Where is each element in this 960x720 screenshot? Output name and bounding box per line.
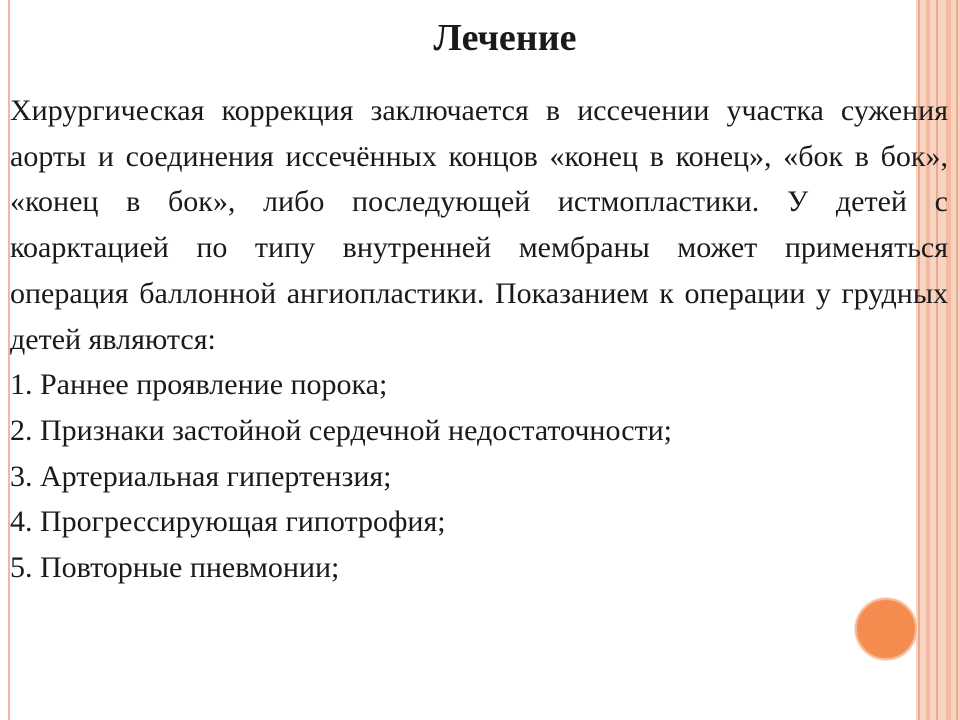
list-item: 1. Раннее проявление порока; — [10, 368, 388, 402]
slide-body — [10, 88, 948, 591]
list-item: 5. Повторные пневмонии; — [10, 551, 340, 585]
indications-list — [10, 362, 948, 591]
list-item: 4. Прогрессирующая гипотрофия; — [10, 505, 446, 539]
main-paragraph: Хирургическая коррекция заключается в иссечении участка сужения аорты и соединения иссечённых концов «конец в конец», «бок в бок», «конец в бок», либо последующей истмопластики. У детей с коарктацией по типу внутренней мембраны может применяться операция баллонной ангиопластики. Показанием к операции у грудных детей являются: — [10, 94, 948, 356]
list-item: 3. Артериальная гипертензия; — [10, 459, 392, 493]
decorative-orange-circle — [855, 598, 917, 660]
list-item: 2. Признаки застойной сердечной недостаточности; — [10, 413, 673, 447]
slide-title: Лечение — [433, 17, 577, 59]
band-stripe — [956, 0, 958, 720]
